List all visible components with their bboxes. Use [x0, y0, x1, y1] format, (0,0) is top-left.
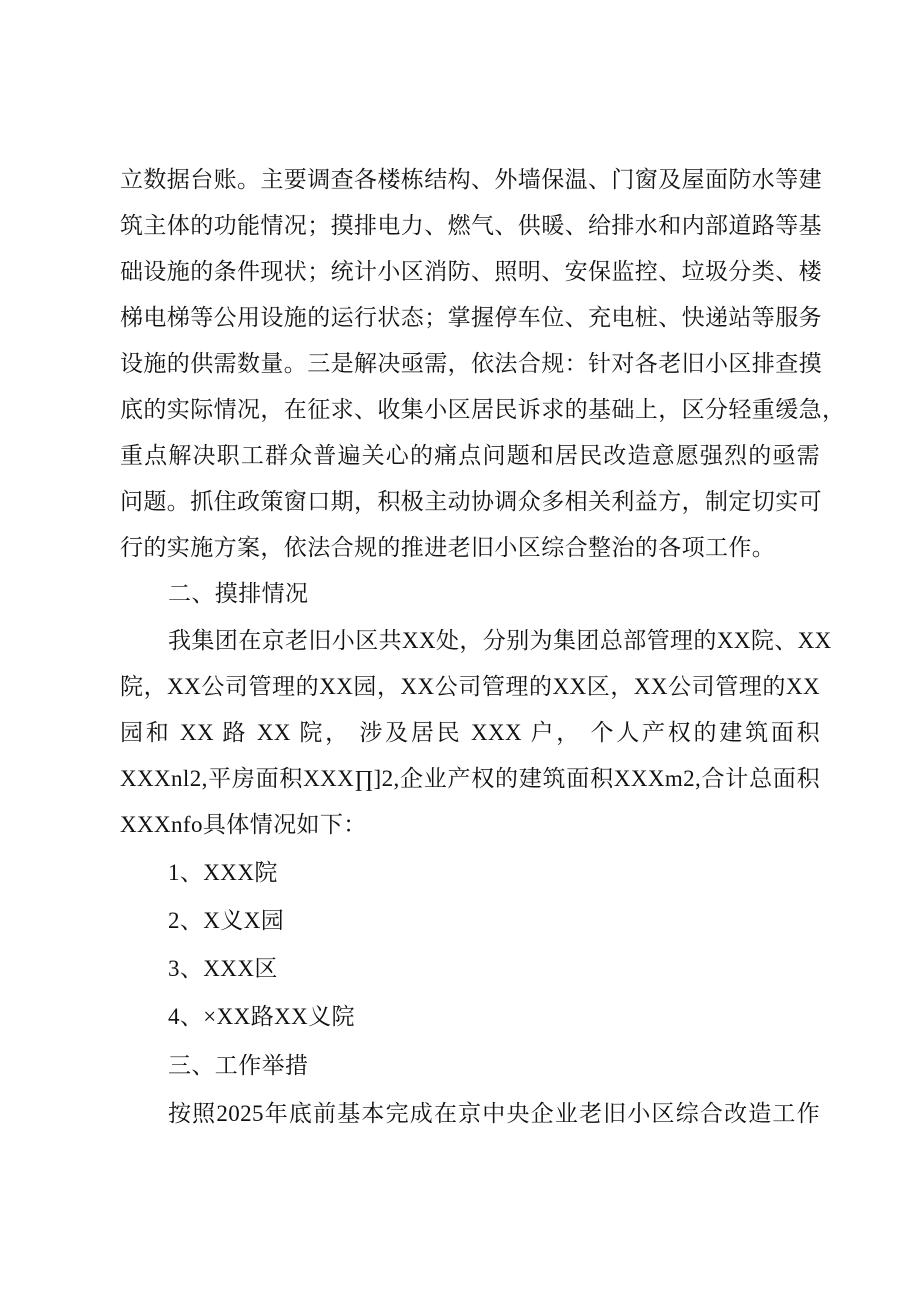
list-item: 1、XXX院: [168, 860, 278, 885]
paragraph-line: 问题。抓住政策窗口期，积极主动协调众多相关利益方，制定切实可: [120, 489, 822, 514]
paragraph-line: 底的实际情况，在征求、收集小区居民诉求的基础上，区分轻重缓急，: [120, 397, 846, 422]
paragraph-line: 重点解决职工群众普遍关心的痛点问题和居民改造意愿强烈的亟需: [120, 443, 820, 468]
paragraph-line: 按照2025年底前基本完成在京中央企业老旧小区综合改造工作: [168, 1101, 820, 1126]
paragraph-line: 设施的供需数量。三是解决亟需，依法合规：针对各老旧小区排查摸: [120, 351, 822, 376]
list-item: 4、×XX路XX义院: [168, 1004, 355, 1029]
paragraph-line: 立数据台账。主要调查各楼栋结构、外墙保温、门窗及屋面防水等建: [120, 167, 822, 192]
list-item: 2、X义X园: [168, 908, 285, 933]
paragraph-line: XXXnfo具体情况如下：: [120, 812, 367, 837]
paragraph-line: 础设施的条件现状；统计小区消防、照明、安保监控、垃圾分类、楼: [120, 259, 822, 284]
paragraph-line: XXXnl2,平房面积XXX∏]2,企业产权的建筑面积XXXm2,合计总面积: [120, 766, 820, 791]
section-heading: 三、工作举措: [168, 1053, 309, 1078]
paragraph-line: 园和 XX 路 XX 院， 涉及居民 XXX 户， 个人产权的建筑面积: [120, 720, 820, 745]
paragraph-line: 筑主体的功能情况；摸排电力、燃气、供暖、给排水和内部道路等基: [120, 213, 822, 238]
paragraph-line: 我集团在京老旧小区共XX处，分别为集团总部管理的XX院、XX: [168, 628, 832, 653]
paragraph-line: 院，XX公司管理的XX园，XX公司管理的XX区，XX公司管理的XX: [120, 674, 820, 699]
paragraph-line: 行的实施方案，依法合规的推进老旧小区综合整治的各项工作。: [120, 535, 776, 560]
paragraph-line: 梯电梯等公用设施的运行状态；掌握停车位、充电桩、快递站等服务: [120, 305, 822, 330]
section-heading: 二、摸排情况: [168, 581, 309, 606]
list-item: 3、XXX区: [168, 956, 278, 981]
